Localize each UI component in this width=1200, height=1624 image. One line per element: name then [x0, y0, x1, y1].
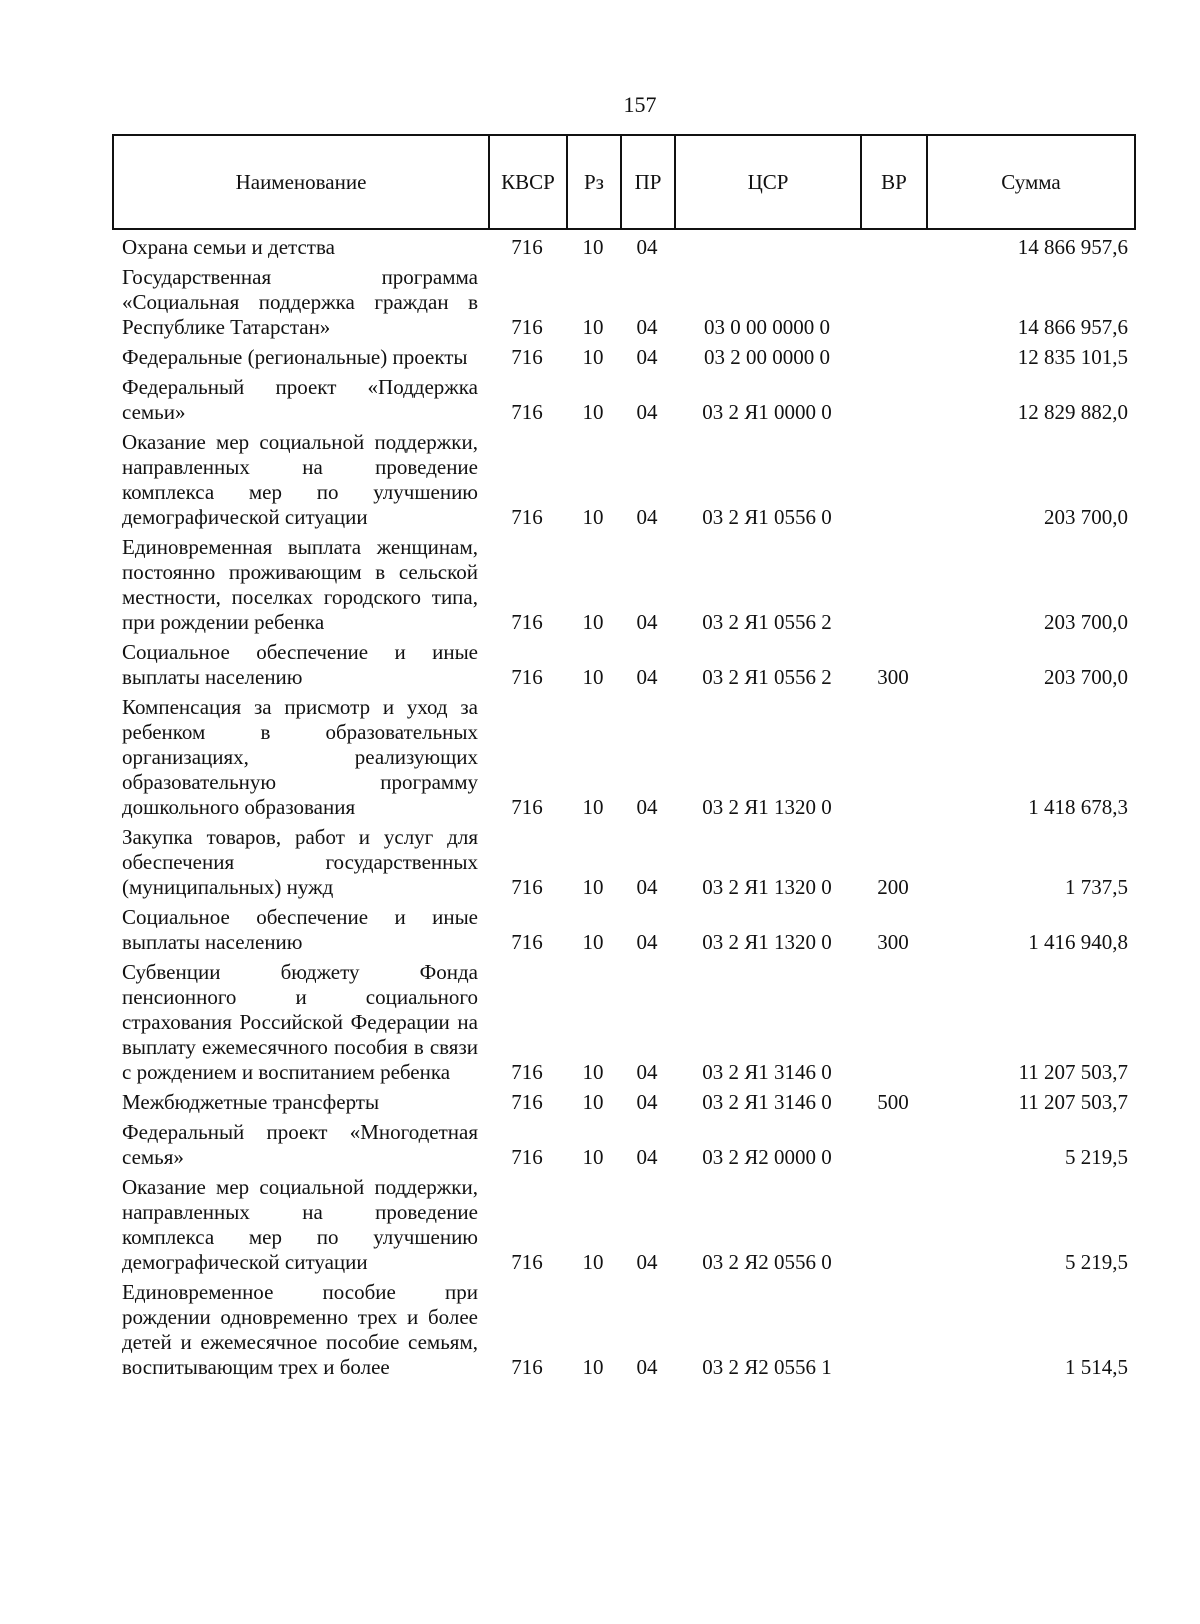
- cell-name: Федеральные (региональные) проекты: [122, 345, 468, 369]
- budget-table: [112, 232, 1134, 1382]
- cell-name: Социальное обеспечение и иные выплаты населению: [122, 905, 478, 954]
- cell-rz: 10: [582, 315, 604, 339]
- header-kvsr: КВСР: [489, 135, 567, 229]
- cell-kvsr: 716: [511, 1355, 543, 1379]
- cell-kvsr: 716: [511, 930, 543, 954]
- table-row: [112, 692, 1134, 822]
- cell-csr: 03 0 00 0000 0: [704, 315, 830, 339]
- cell-sum: 203 700,0: [1044, 665, 1128, 689]
- cell-name: Охрана семьи и детства: [122, 235, 335, 259]
- table-row: [112, 342, 1134, 372]
- cell-kvsr: 716: [511, 1060, 543, 1084]
- cell-kvsr: 716: [511, 315, 543, 339]
- cell-pr: 04: [636, 1145, 658, 1169]
- cell-pr: 04: [636, 1250, 658, 1274]
- table-header: [112, 134, 1136, 230]
- table-row: [112, 637, 1134, 692]
- cell-pr: 04: [636, 665, 658, 689]
- cell-pr: 04: [636, 610, 658, 634]
- cell-vr: 500: [877, 1090, 909, 1114]
- table-body: [112, 232, 1134, 1382]
- cell-rz: 10: [582, 1145, 604, 1169]
- cell-sum: 1 418 678,3: [1028, 795, 1128, 819]
- cell-vr: 300: [877, 930, 909, 954]
- cell-pr: 04: [636, 1060, 658, 1084]
- cell-pr: 04: [636, 315, 658, 339]
- cell-csr: 03 2 Я2 0556 1: [702, 1355, 832, 1379]
- cell-csr: 03 2 Я1 1320 0: [702, 930, 832, 954]
- table-row: [112, 1117, 1134, 1172]
- cell-rz: 10: [582, 400, 604, 424]
- cell-csr: 03 2 Я1 3146 0: [702, 1060, 832, 1084]
- cell-sum: 11 207 503,7: [1018, 1060, 1128, 1084]
- cell-rz: 10: [582, 1090, 604, 1114]
- cell-name: Социальное обеспечение и иные выплаты населению: [122, 640, 478, 689]
- table-row: [112, 372, 1134, 427]
- header-pr: ПР: [621, 135, 675, 229]
- cell-kvsr: 716: [511, 505, 543, 529]
- cell-vr: [860, 957, 926, 1087]
- header-vr: ВР: [861, 135, 927, 229]
- cell-rz: 10: [582, 795, 604, 819]
- cell-kvsr: 716: [511, 345, 543, 369]
- cell-rz: 10: [582, 345, 604, 369]
- cell-csr: 03 2 Я1 3146 0: [702, 1090, 832, 1114]
- cell-csr: 03 2 Я1 1320 0: [702, 795, 832, 819]
- cell-rz: 10: [582, 875, 604, 899]
- cell-pr: 04: [636, 875, 658, 899]
- cell-name: Единовременное пособие при рождении одновременно трех и более детей и ежемесячное пособие семьям, воспитывающим трех и более: [122, 1280, 478, 1379]
- cell-pr: 04: [636, 1090, 658, 1114]
- cell-kvsr: 716: [511, 1250, 543, 1274]
- cell-vr: [860, 342, 926, 372]
- cell-pr: 04: [636, 930, 658, 954]
- cell-sum: 12 835 101,5: [1017, 345, 1128, 369]
- cell-name: Межбюджетные трансферты: [122, 1090, 380, 1114]
- cell-sum: 12 829 882,0: [1017, 400, 1128, 424]
- cell-kvsr: 716: [511, 1145, 543, 1169]
- cell-rz: 10: [582, 1250, 604, 1274]
- cell-name: Федеральный проект «Многодетная семья»: [122, 1120, 478, 1169]
- cell-name: Оказание мер социальной поддержки, направленных на проведение комплекса мер по улучшению демографической ситуации: [122, 430, 478, 529]
- cell-vr: [860, 1277, 926, 1382]
- cell-sum: 1 416 940,8: [1028, 930, 1128, 954]
- table-row: [112, 1087, 1134, 1117]
- cell-csr: 03 2 00 0000 0: [704, 345, 830, 369]
- table-row: [112, 957, 1134, 1087]
- cell-sum: 203 700,0: [1044, 610, 1128, 634]
- cell-csr: 03 2 Я1 0556 0: [702, 505, 832, 529]
- cell-name: Закупка товаров, работ и услуг для обеспечения государственных (муниципальных) нужд: [122, 825, 478, 899]
- cell-rz: 10: [582, 235, 604, 259]
- cell-rz: 10: [582, 1060, 604, 1084]
- cell-pr: 04: [636, 505, 658, 529]
- cell-csr: [674, 232, 860, 262]
- cell-sum: 14 866 957,6: [1017, 235, 1128, 259]
- header-sum: Сумма: [927, 135, 1135, 229]
- cell-pr: 04: [636, 400, 658, 424]
- cell-sum: 14 866 957,6: [1017, 315, 1128, 339]
- cell-name: Субвенции бюджету Фонда пенсионного и социального страхования Российской Федерации на выплату ежемесячного пособия в связи с рождением и воспитанием ребенка: [122, 960, 478, 1084]
- page-number: 157: [623, 92, 657, 117]
- cell-rz: 10: [582, 610, 604, 634]
- cell-kvsr: 716: [511, 400, 543, 424]
- cell-kvsr: 716: [511, 235, 543, 259]
- cell-vr: 300: [877, 665, 909, 689]
- cell-csr: 03 2 Я2 0000 0: [702, 1145, 832, 1169]
- cell-vr: [860, 232, 926, 262]
- cell-kvsr: 716: [511, 795, 543, 819]
- cell-vr: [860, 692, 926, 822]
- cell-vr: [860, 532, 926, 637]
- cell-kvsr: 716: [511, 665, 543, 689]
- cell-csr: 03 2 Я2 0556 0: [702, 1250, 832, 1274]
- cell-name: Оказание мер социальной поддержки, направленных на проведение комплекса мер по улучшению демографической ситуации: [122, 1175, 478, 1274]
- cell-pr: 04: [636, 345, 658, 369]
- cell-kvsr: 716: [511, 610, 543, 634]
- header-name: Наименование: [113, 135, 489, 229]
- cell-vr: [860, 372, 926, 427]
- table-row: [112, 232, 1134, 262]
- table-row: [112, 532, 1134, 637]
- cell-pr: 04: [636, 795, 658, 819]
- cell-name: Компенсация за присмотр и уход за ребенком в образовательных организациях, реализующих образовательную программу дошкольного образования: [122, 695, 478, 819]
- cell-vr: 200: [877, 875, 909, 899]
- cell-sum: 203 700,0: [1044, 505, 1128, 529]
- cell-pr: 04: [636, 1355, 658, 1379]
- cell-vr: [860, 262, 926, 342]
- cell-csr: 03 2 Я1 1320 0: [702, 875, 832, 899]
- header-csr: ЦСР: [675, 135, 861, 229]
- table-row: [112, 427, 1134, 532]
- header-rz: Рз: [567, 135, 621, 229]
- cell-csr: 03 2 Я1 0000 0: [702, 400, 832, 424]
- cell-csr: 03 2 Я1 0556 2: [702, 610, 832, 634]
- cell-kvsr: 716: [511, 875, 543, 899]
- cell-vr: [860, 1117, 926, 1172]
- cell-sum: 1 514,5: [1065, 1355, 1128, 1379]
- cell-name: Федеральный проект «Поддержка семьи»: [122, 375, 478, 424]
- table-row: [112, 822, 1134, 902]
- cell-sum: 5 219,5: [1065, 1145, 1128, 1169]
- cell-rz: 10: [582, 505, 604, 529]
- cell-kvsr: 716: [511, 1090, 543, 1114]
- table-row: [112, 902, 1134, 957]
- cell-name: Единовременная выплата женщинам, постоянно проживающим в сельской местности, поселках городского типа, при рождении ребенка: [122, 535, 478, 634]
- cell-sum: 1 737,5: [1065, 875, 1128, 899]
- cell-rz: 10: [582, 665, 604, 689]
- table-row: [112, 262, 1134, 342]
- table-row: [112, 1277, 1134, 1382]
- cell-rz: 10: [582, 930, 604, 954]
- cell-sum: 11 207 503,7: [1018, 1090, 1128, 1114]
- cell-name: Государственная программа «Социальная поддержка граждан в Республике Татарстан»: [122, 265, 478, 339]
- cell-sum: 5 219,5: [1065, 1250, 1128, 1274]
- cell-rz: 10: [582, 1355, 604, 1379]
- cell-pr: 04: [636, 235, 658, 259]
- cell-vr: [860, 1172, 926, 1277]
- table-row: [112, 1172, 1134, 1277]
- cell-vr: [860, 427, 926, 532]
- cell-csr: 03 2 Я1 0556 2: [702, 665, 832, 689]
